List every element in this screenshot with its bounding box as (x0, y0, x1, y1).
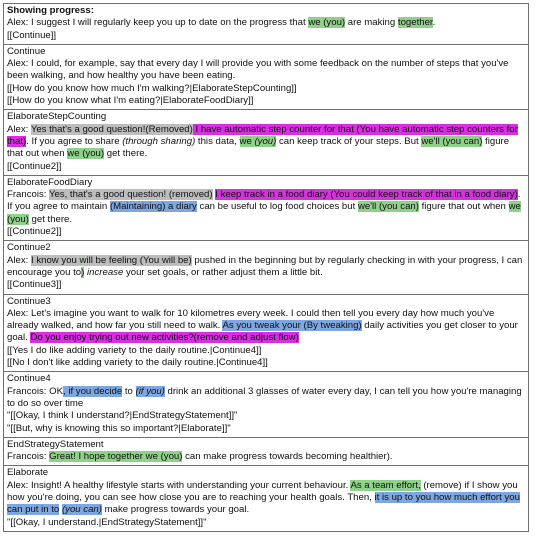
dialogue-line (7, 451, 525, 463)
section-cell (4, 241, 529, 294)
dialogue-line (7, 189, 525, 226)
gray-highlight: Yes that's a good question!(Removed) (30, 123, 193, 135)
section-continue2 (4, 241, 529, 294)
gray-highlight (31, 255, 192, 266)
text: pushed in the beginning but by regularly checking in with your progress, I can encourage you to (7, 254, 523, 278)
link-line: [[Continue]] (7, 29, 57, 41)
dialogue-line (7, 255, 525, 280)
section-title: Elaborate (7, 467, 49, 479)
section-continue4 (4, 372, 529, 437)
text: to (122, 385, 136, 397)
text: daily activities you get closer to your goal. (7, 320, 518, 344)
text: I know you will be feeling (You will be) (31, 254, 192, 266)
dialogue-line (7, 308, 525, 345)
gray-highlight: Yes, that's a good question! (removed) (48, 189, 213, 201)
link-line: "[[Okay, I understand.|EndStrategyStatement]]" (7, 516, 207, 528)
text: get there. (104, 148, 148, 160)
text: can make progress towards becoming healthier). (182, 451, 393, 463)
section-title: EndStrategyStatement (7, 438, 104, 450)
text: Francois: (7, 189, 49, 201)
text: Alex: (7, 254, 31, 266)
text: we (239, 135, 252, 147)
text: Alex: Let's imagine you want to walk for 10 kilometres every week. I could then tell you every day how much you've already walked, and how far you still need to walk. (7, 307, 495, 332)
text: figure that out when (418, 201, 509, 213)
blue-highlight: (if you) (135, 385, 165, 397)
section-continue (4, 44, 529, 109)
link-line: [[Continue2]] (7, 160, 62, 172)
section-end-strategy-statement (4, 437, 529, 466)
blue-highlight: As you tweak your (By tweaking) (222, 320, 362, 332)
section-cell (4, 110, 529, 175)
green-highlight: ) (81, 266, 85, 278)
dialogue-line: Alex: I could, for example, say that every day I will provide you with some feedback on the number of steps that you've been walking, and how healthy you have been eating. (7, 58, 509, 82)
link-line: [[Continue3]] (7, 279, 62, 291)
section-title: ElaborateFoodDiary (7, 176, 93, 188)
section-elaborate-step-counting (4, 110, 529, 175)
section-title: Showing progress: (7, 5, 94, 16)
green-highlight (240, 136, 277, 147)
section-elaborate (4, 466, 529, 531)
blue-highlight: , if you decide (62, 385, 123, 397)
text: (remove) if I show you how you're doing, you can see how close you are to reaching your health goals. Then, (7, 479, 518, 503)
section-continue3 (4, 294, 529, 372)
italic-text: increase (87, 266, 124, 278)
dialogue-line (7, 386, 525, 411)
section-cell (4, 437, 529, 466)
link-line: [[No I don't like adding variety to the daily routine.|Continue4]] (7, 357, 268, 369)
text: figure that out when (7, 135, 510, 160)
magenta-highlight: I have automatic step counter for that (You have automatic step counters for that) (7, 123, 518, 147)
link-line: [[How do you know how much I'm walking?|ElaborateStepCounting]] (7, 82, 297, 94)
text: Alex: (7, 123, 31, 135)
green-highlight: As a team effort, (350, 479, 421, 491)
text: . If you agree to maintain (7, 189, 521, 213)
green-highlight: we (you) (67, 148, 105, 160)
section-title: Continue3 (7, 295, 51, 307)
dialogue-line (7, 480, 525, 517)
green-highlight: we'll (you can) (421, 135, 483, 147)
text: Alex: Insight! A healthy lifestyle starts with understanding your current behaviour. (7, 479, 351, 491)
italic-text: (you) (254, 135, 277, 147)
text: make progress towards your goal. (101, 504, 250, 516)
section-title: Continue2 (7, 242, 51, 254)
section-elaborate-food-diary (4, 175, 529, 240)
section-title: ElaborateStepCounting (7, 111, 107, 123)
text: Francois: OK (7, 385, 63, 397)
script-table (3, 3, 529, 532)
link-line: [[Yes I do like adding variety to the daily routine.|Continue4]] (7, 344, 262, 356)
green-highlight: we'll (you can) (357, 201, 419, 213)
text: your set goals, or rather adjust them a little bit. (123, 266, 323, 278)
section-title: Continue (7, 45, 46, 57)
green-highlight: we (you) (308, 17, 346, 29)
text: can keep track of your steps. But (276, 135, 422, 147)
dialogue-line (7, 17, 525, 29)
link-line: [[Continue2]] (7, 226, 62, 238)
link-line: "[[But, why is knowing this so important?|Elaborate]]" (7, 422, 231, 434)
link-line: [[How do you know what I'm eating?|ElaborateFoodDiary]] (7, 95, 254, 107)
section-cell (4, 44, 529, 109)
text: Alex: I suggest I will regularly keep you up to date on the progress that (7, 17, 309, 29)
section-cell (4, 466, 529, 531)
text: drink an additional 3 glasses of water every day, I can tell you how you're managing to do so over time (7, 385, 522, 409)
text: . (432, 17, 436, 29)
green-highlight: we (you) (7, 201, 521, 225)
italic-text: (through sharing) (122, 135, 196, 147)
magenta-highlight: Do you enjoy trying out new activities?(remove and adjust flow) (30, 332, 299, 344)
text: this data, (195, 135, 240, 147)
blue-highlight: it is up to you how much effort you can put in to (7, 491, 520, 516)
text: get there. (28, 213, 73, 225)
section-cell (4, 294, 529, 372)
section-cell (4, 4, 529, 45)
section-showing-progress (4, 4, 529, 45)
section-cell (4, 372, 529, 437)
text: are making (345, 17, 398, 29)
section-cell (4, 175, 529, 240)
blue-highlight: (Maintaining) a diary (109, 201, 197, 213)
text: can be useful to log food choices but (196, 201, 358, 213)
link-line: "[[Okay, I think I understand?|EndStrategyStatement]]" (7, 410, 238, 422)
text: Francois: (7, 451, 50, 463)
magenta-highlight: I keep track in a food diary (You could keep track of that in a food diary) (215, 189, 518, 201)
green-highlight: together (397, 17, 433, 29)
dialogue-line (7, 124, 525, 161)
section-title: Continue4 (7, 373, 51, 385)
text: . If you agree to share (26, 135, 123, 147)
blue-highlight: (you can) (61, 504, 102, 516)
green-highlight: Great! I hope together we (you) (49, 451, 183, 463)
